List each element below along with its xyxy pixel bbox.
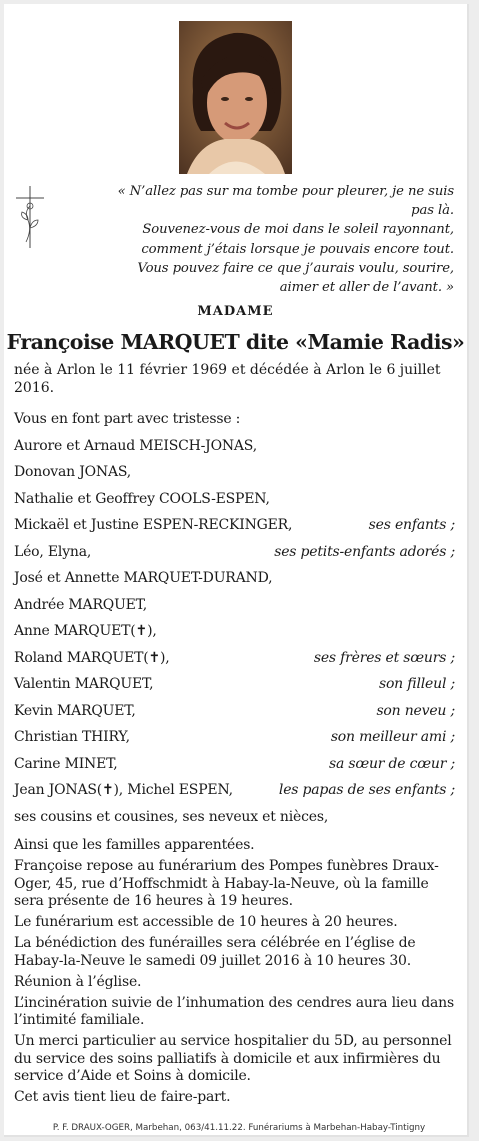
birth-death-dates: née à Arlon le 11 février 1969 et décédée à Arlon le 6 juillet 2016. (14, 362, 441, 396)
relative-name: Jean JONAS(✝), Michel ESPEN, (14, 782, 233, 798)
quote-line: pas là. (411, 203, 454, 219)
relative-name: Anne MARQUET(✝), (14, 623, 157, 639)
detail-paragraph: Ainsi que les familles apparentées. (14, 837, 255, 853)
detail-paragraph: Réunion à l’église. (14, 973, 142, 990)
obituary-notice (4, 4, 469, 1137)
relative-role: son meilleur ami ; (330, 729, 455, 745)
relative-row (14, 620, 455, 647)
relative-row (14, 806, 455, 833)
relative-role: son neveu ; (376, 702, 455, 719)
relative-name: Nathalie et Geoffrey COOLS-ESPEN, (14, 490, 270, 507)
detail-paragraph: La bénédiction des funérailles sera célébrée en l’église de Habay-la-Neuve le samedi 09 juillet 2016 à 10 heures 30. (14, 935, 416, 969)
cross-with-rose-icon (12, 184, 48, 250)
quote-line: aimer et aller de l’avant. » (279, 280, 454, 296)
detail-paragraph: L’incinération suivie de l’inhumation des cendres aura lieu dans l’intimité familiale. (14, 994, 454, 1028)
relative-name: Aurore et Arnaud MEISCH-JONAS, (14, 437, 257, 454)
relative-row (14, 700, 455, 727)
relative-row (14, 541, 455, 568)
deceased-name: Françoise MARQUET dite «Mamie Radis» (6, 330, 465, 354)
relative-row (14, 779, 455, 806)
relative-name: ses cousins et cousines, ses neveux et nièces, (14, 808, 329, 825)
detail-paragraph: Cet avis tient lieu de faire-part. (14, 1089, 231, 1105)
relative-row (14, 673, 455, 700)
relative-name: Andrée MARQUET, (14, 596, 148, 613)
relative-row (14, 461, 455, 488)
relative-name: Kevin MARQUET, (14, 702, 136, 719)
relative-name: Christian THIRY, (14, 729, 130, 745)
relative-row (14, 726, 455, 753)
funeral-details (14, 837, 459, 1110)
portrait-photo (179, 21, 292, 174)
relative-name: Léo, Elyna, (14, 543, 92, 560)
quote-line: « N’allez pas sur ma tombe pour pleurer, je ne suis (117, 184, 454, 199)
epitaph-quote (94, 182, 454, 297)
honorific-title: MADAME (197, 304, 274, 319)
relative-name: José et Annette MARQUET-DURAND, (14, 570, 273, 586)
detail-paragraph: Le funérarium est accessible de 10 heures à 20 heures. (14, 914, 398, 930)
relatives-list (14, 408, 455, 832)
relative-row (14, 647, 455, 674)
relative-name: Roland MARQUET(✝), (14, 649, 170, 666)
relative-role: son filleul ; (378, 676, 455, 692)
quote-line: Souvenez-vous de moi dans le soleil rayonnant, (142, 222, 454, 238)
relative-name: Vous en font part avec tristesse : (14, 411, 241, 427)
quote-line: comment j’étais lorsque je pouvais encore tout. (141, 241, 454, 257)
detail-paragraph: Un merci particulier au service hospitalier du 5D, au personnel du service des soins palliatifs à domicile et aux infirmières du service d’Aide et Soins à domicile. (14, 1033, 452, 1084)
relative-row (14, 753, 455, 780)
quote-line: Vous pouvez faire ce que j’aurais voulu, sourire, (137, 260, 454, 276)
relative-role: sa sœur de cœur ; (328, 755, 455, 772)
relative-name: Valentin MARQUET, (14, 676, 154, 692)
relative-row (14, 408, 455, 435)
relative-row (14, 514, 455, 541)
relative-role: les papas de ses enfants ; (278, 782, 455, 798)
relative-row (14, 567, 455, 594)
relative-name: Donovan JONAS, (14, 464, 132, 480)
funeral-home-footer: P. F. DRAUX-OGER, Marbehan, 063/41.11.22. Funérariums à Marbehan-Habay-Tintigny (52, 1123, 426, 1133)
relative-row (14, 594, 455, 621)
relative-name: Mickaël et Justine ESPEN-RECKINGER, (14, 517, 293, 533)
relative-role: ses frères et sœurs ; (313, 649, 455, 666)
relative-name: Carine MINET, (14, 755, 118, 772)
relative-row (14, 488, 455, 515)
detail-paragraph: Françoise repose au funérarium des Pompes funèbres Draux-Oger, 45, rue d’Hoffschmidt à Habay-la-Neuve, où la famille sera présente de 16 heures à 19 heures. (14, 858, 439, 909)
relative-row (14, 435, 455, 462)
relative-role: ses enfants ; (368, 517, 455, 533)
relative-role: ses petits-enfants adorés ; (274, 543, 455, 560)
